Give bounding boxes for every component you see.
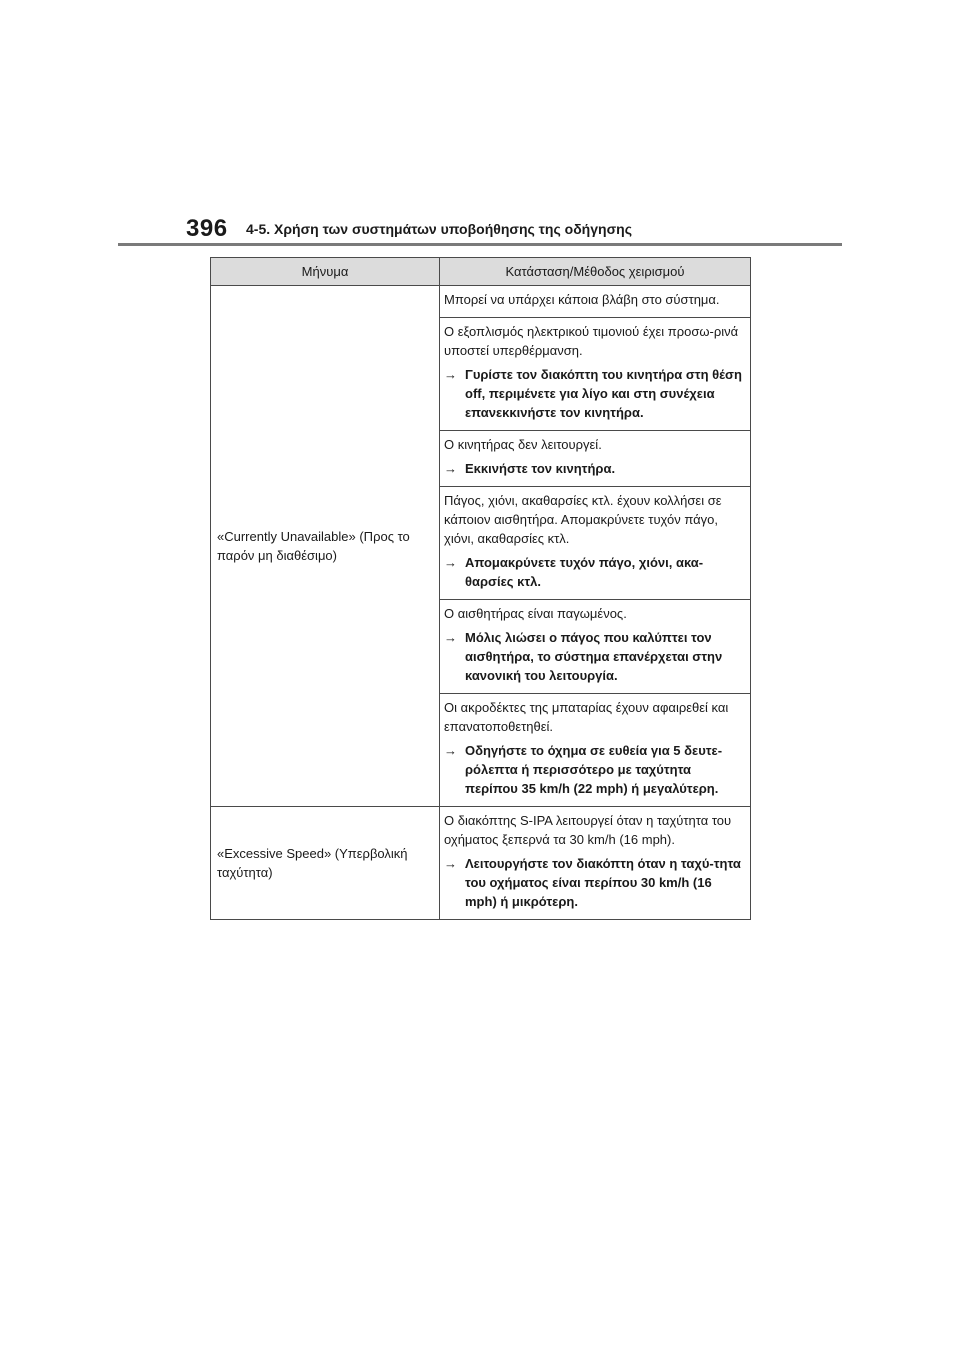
condition-cell <box>440 286 751 318</box>
condition-cell <box>440 431 751 487</box>
action-instruction <box>444 553 746 591</box>
condition-cell <box>440 694 751 807</box>
action-instruction <box>444 365 746 422</box>
column-header-condition: Κατάσταση/Μέθοδος χειρισμού <box>440 258 751 286</box>
condition-text: Οι ακροδέκτες της μπαταρίας έχουν αφαιρεθεί και επανατοποθετηθεί. <box>444 700 729 734</box>
condition-text: Πάγος, χιόνι, ακαθαρσίες κτλ. έχουν κολλήσει σε κάποιον αισθητήρα. Απομακρύνετε τυχόν πάγο, χιόνι, ακαθαρσίες κτλ. <box>444 493 722 546</box>
condition-text: Ο κινητήρας δεν λειτουργεί. <box>444 437 602 452</box>
action-text: Οδηγήστε το όχημα σε ευθεία για 5 δευτε-ρόλεπτα ή περισσότερο με ταχύτητα περίπου 35 km/h (22 mph) ή μεγαλύτερη. <box>465 743 723 796</box>
page-number: 396 <box>186 215 228 242</box>
arrow-right-icon: → <box>444 630 457 645</box>
action-instruction <box>444 459 746 478</box>
page-header <box>0 210 960 250</box>
arrow-right-icon: → <box>444 461 457 476</box>
section-title: 4-5. Χρήση των συστημάτων υποβοήθησης της οδήγησης <box>246 221 632 237</box>
table-header-row <box>211 258 751 286</box>
action-instruction <box>444 741 746 798</box>
condition-cell <box>440 318 751 431</box>
message-cell: «Currently Unavailable» (Προς το παρόν μη διαθέσιμο) <box>211 286 440 807</box>
message-cell: «Excessive Speed» (Υπερβολική ταχύτητα) <box>211 807 440 920</box>
arrow-right-icon: → <box>444 856 457 871</box>
action-instruction <box>444 628 746 685</box>
action-text: Απομακρύνετε τυχόν πάγο, χιόνι, ακα-θαρσίες κτλ. <box>465 555 704 589</box>
message-table <box>210 257 751 920</box>
arrow-right-icon: → <box>444 743 457 758</box>
condition-text: Ο διακόπτης S-IPA λειτουργεί όταν η ταχύτητα του οχήματος ξεπερνά τα 30 km/h (16 mph). <box>444 813 732 847</box>
action-instruction <box>444 854 746 911</box>
condition-cell <box>440 600 751 694</box>
table-body <box>211 286 751 920</box>
table-row <box>211 807 751 920</box>
condition-text: Μπορεί να υπάρχει κάποια βλάβη στο σύστημα. <box>444 292 720 307</box>
table-row <box>211 286 751 318</box>
arrow-right-icon: → <box>444 367 457 382</box>
condition-text: Ο αισθητήρας είναι παγωμένος. <box>444 606 627 621</box>
condition-text: Ο εξοπλισμός ηλεκτρικού τιμονιού έχει προσω-ρινά υποστεί υπερθέρμανση. <box>444 324 739 358</box>
condition-cell <box>440 487 751 600</box>
action-text: Εκκινήστε τον κινητήρα. <box>465 461 616 476</box>
header-divider <box>118 243 842 246</box>
action-text: Μόλις λιώσει ο πάγος που καλύπτει τον αισθητήρα, το σύστημα επανέρχεται στην κανονική του λειτουργία. <box>465 630 723 683</box>
arrow-right-icon: → <box>444 555 457 570</box>
column-header-message: Μήνυμα <box>211 258 440 286</box>
action-text: Λειτουργήστε τον διακόπτη όταν η ταχύ-τητα του οχήματος είναι περίπου 30 km/h (16 mph) ή μικρότερη. <box>465 856 741 909</box>
condition-cell <box>440 807 751 920</box>
action-text: Γυρίστε τον διακόπτη του κινητήρα στη θέση off, περιμένετε για λίγο και στη συνέχεια επανεκκινήστε τον κινητήρα. <box>465 367 742 420</box>
